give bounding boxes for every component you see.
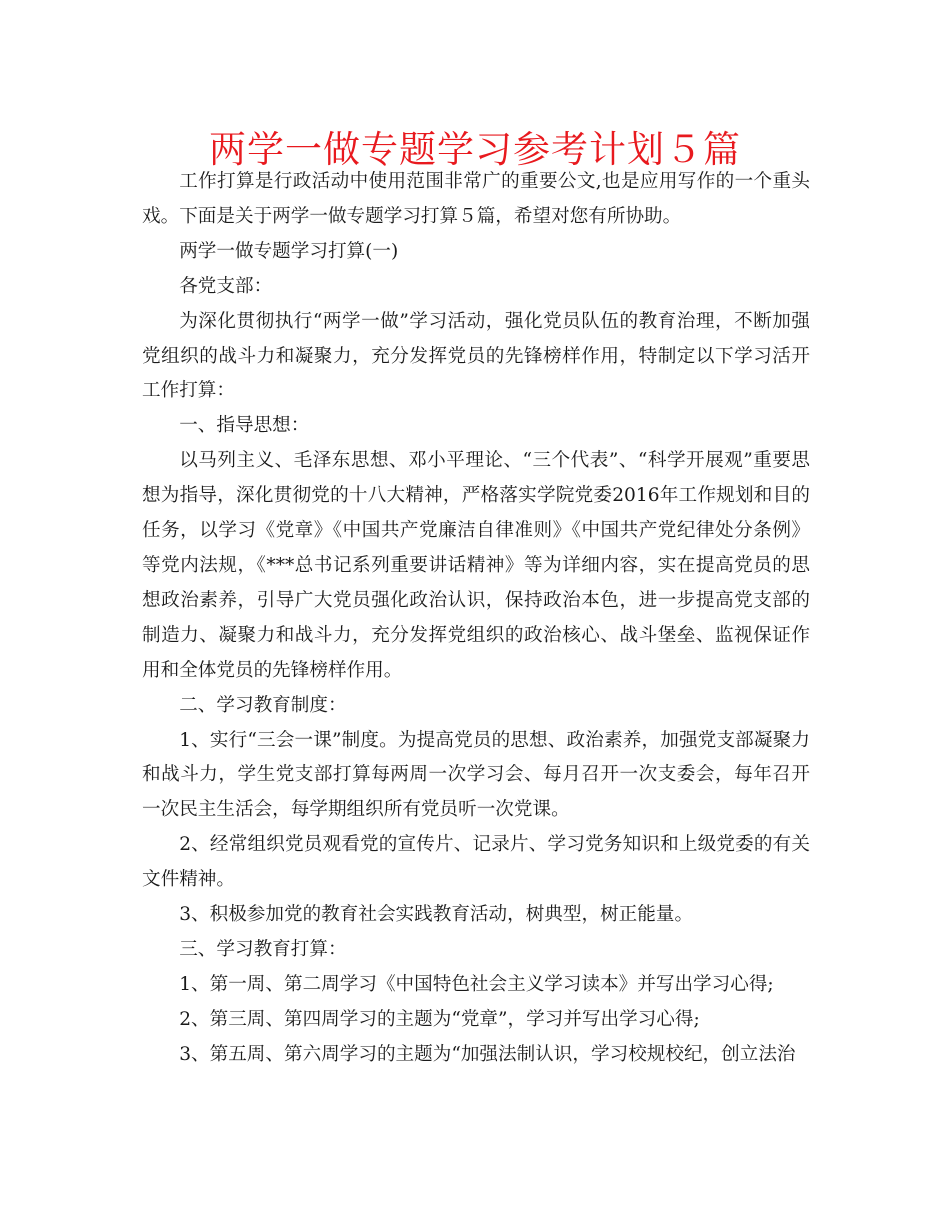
- document-title: 两学一做专题学习参考计划５篇: [209, 128, 741, 171]
- paragraph-intro: 工作打算是行政活动中使用范围非常广的重要公文,也是应用写作的一个重头戏。下面是关于两学一做专题学习打算５篇，希望对您有所协助。: [142, 171, 810, 227]
- paragraph-salutation: 各党支部：: [179, 275, 273, 297]
- list-item: 3、第五周、第六周学习的主题为“加强法制认识，学习校规校纪，创立法治: [179, 1043, 796, 1065]
- document-body: [142, 165, 810, 1073]
- paragraph-purpose: 为深化贯彻执行“两学一做”学习活动，强化党员队伍的教育治理，不断加强党组织的战斗力和凝聚力，充分发挥党员的先锋榜样作用，特制定以下学习活开工作打算：: [142, 310, 810, 402]
- section-heading-study-plan: 三、学习教育打算：: [179, 938, 347, 960]
- paragraph-plan-heading: 两学一做专题学习打算(一): [179, 240, 399, 262]
- list-item: 2、经常组织党员观看党的宣传片、记录片、学习党务知识和上级党委的有关文件精神。: [142, 834, 810, 891]
- list-item: 1、第一周、第二周学习《中国特色社会主义学习读本》并写出学习心得;: [179, 973, 774, 995]
- section-heading-education-system: 二、学习教育制度：: [179, 694, 347, 716]
- section-heading-guiding-ideology: 一、指导思想：: [179, 415, 310, 437]
- list-item: 3、积极参加党的教育社会实践教育活动，树典型，树正能量。: [179, 904, 694, 926]
- list-item: 1、实行“三会一课”制度。为提高党员的思想、政治素养，加强党支部凝聚力和战斗力，学生党支部打算每两周一次学习会、每月召开一次支委会，每年召开一次民主生活会，每学期组织所有党员听一次党课。: [142, 729, 810, 821]
- paragraph-guiding-ideology: 以马列主义、毛泽东思想、邓小平理论、“三个代表”、“科学开展观”重要思想为指导，深化贯彻党的十八大精神，严格落实学院党委2016年工作规划和目的任务，以学习《党章》《中国共产党廉洁自律准则》《中国共产党纪律处分条例》等党内法规，《***总书记系列重要讲话精神》等为详细内容，实在提高党员的思想政治素养，引导广大党员强化政治认识，保持政治本色，进一步提高党支部的制造力、凝聚力和战斗力，充分发挥党组织的政治核心、战斗堡垒、监视保证作用和全体党员的先锋榜样作用。: [142, 450, 810, 681]
- list-item: 2、第三周、第四周学习的主题为“党章”，学习并写出学习心得;: [179, 1008, 700, 1030]
